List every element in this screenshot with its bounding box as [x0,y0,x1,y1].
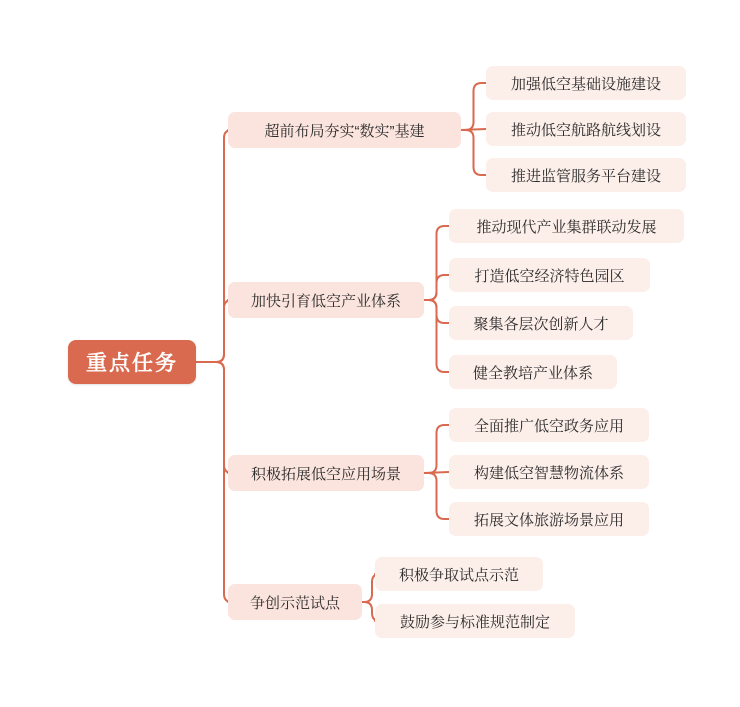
leaf-node-2-2[interactable]: 打造低空经济特色园区 [449,258,650,292]
branch-node-1[interactable]: 超前布局夯实“数实”基建 [228,112,461,148]
leaf-node-4-1[interactable]: 积极争取试点示范 [375,557,543,591]
branch-node-4[interactable]: 争创示范试点 [228,584,362,620]
leaf-node-3-2[interactable]: 构建低空智慧物流体系 [449,455,649,489]
leaf-node-4-2[interactable]: 鼓励参与标准规范制定 [375,604,575,638]
leaf-node-2-4[interactable]: 健全教培产业体系 [449,355,617,389]
leaf-node-3-3[interactable]: 拓展文体旅游场景应用 [449,502,649,536]
root-node[interactable]: 重点任务 [68,340,196,384]
leaf-node-2-1[interactable]: 推动现代产业集群联动发展 [449,209,684,243]
leaf-node-1-2[interactable]: 推动低空航路航线划设 [486,112,686,146]
branch-node-3[interactable]: 积极拓展低空应用场景 [228,455,424,491]
leaf-node-2-3[interactable]: 聚集各层次创新人才 [449,306,633,340]
branch-node-2[interactable]: 加快引育低空产业体系 [228,282,424,318]
leaf-node-3-1[interactable]: 全面推广低空政务应用 [449,408,649,442]
leaf-node-1-1[interactable]: 加强低空基础设施建设 [486,66,686,100]
leaf-node-1-3[interactable]: 推进监管服务平台建设 [486,158,686,192]
